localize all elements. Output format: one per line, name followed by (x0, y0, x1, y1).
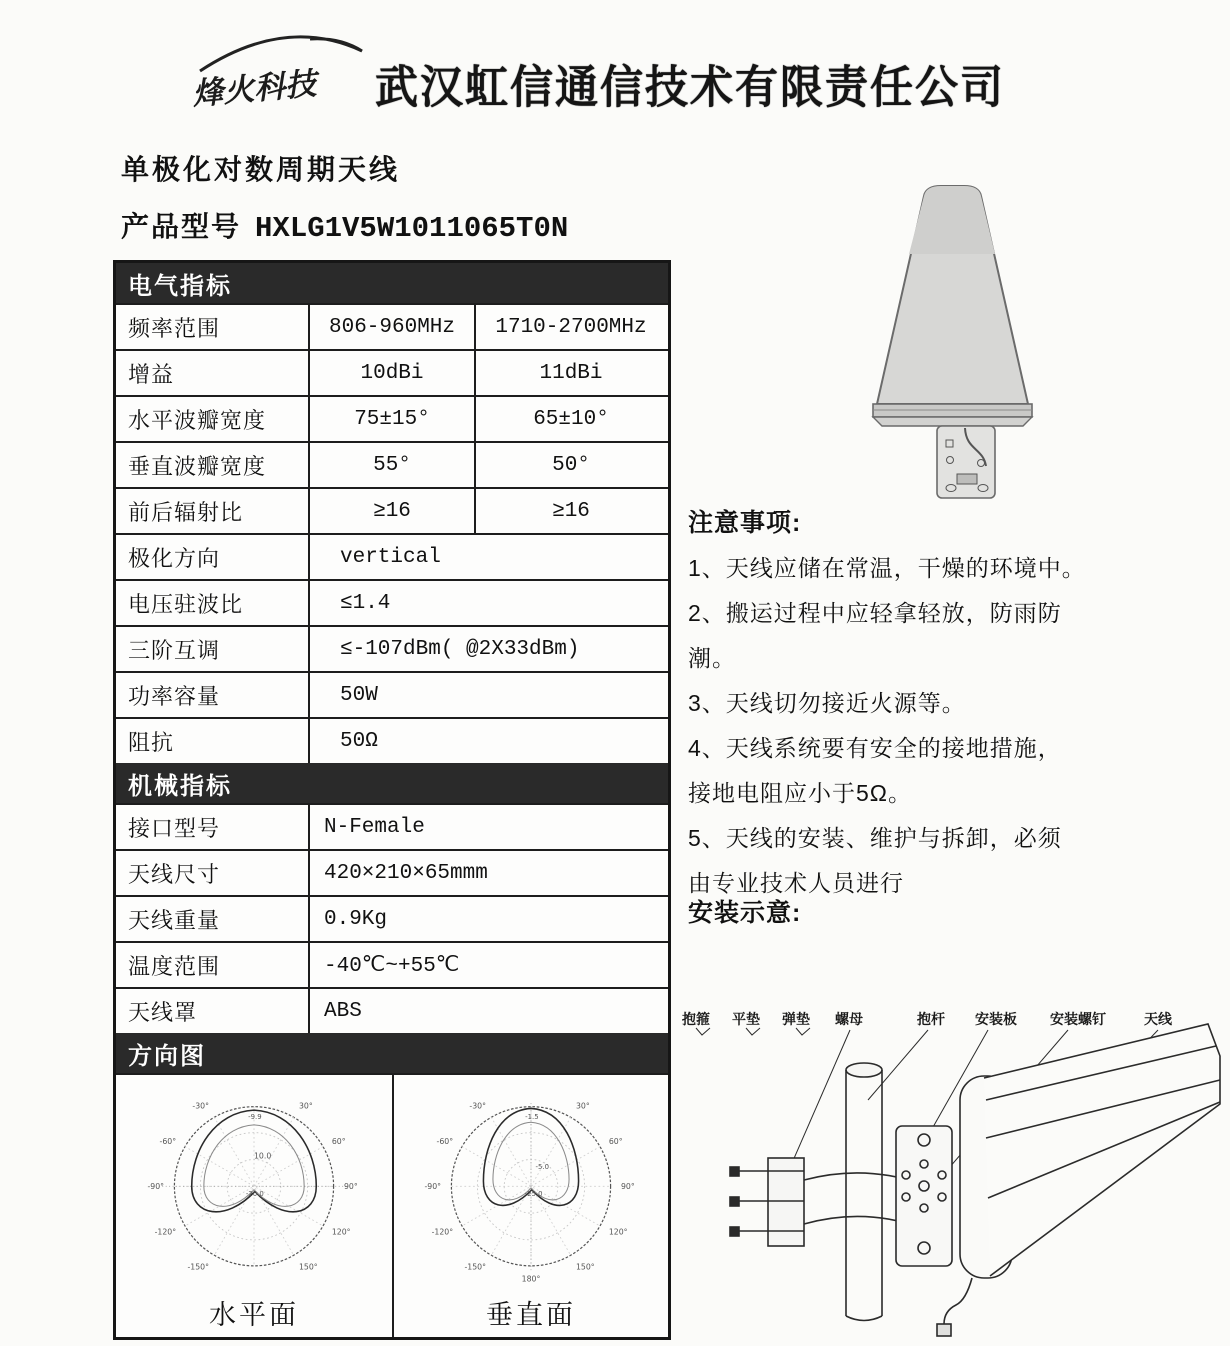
angle-label: -150° (187, 1262, 210, 1272)
spec-label: 频率范围 (128, 315, 221, 341)
spec-value: 10dBi (308, 351, 474, 395)
spec-label: 接口型号 (128, 815, 221, 841)
table-row (116, 303, 668, 349)
spec-value: ≥16 (474, 489, 666, 533)
angle-label: -60° (436, 1136, 454, 1146)
electrical-section-header: 电气指标 (116, 263, 668, 303)
spec-label: 温度范围 (128, 953, 221, 979)
pattern-caption-horizontal: 水平面 (209, 1300, 299, 1330)
company-logo (190, 31, 375, 123)
note-line: 5、天线的安装、维护与拆卸，必须 (688, 825, 1062, 851)
angle-label: -30° (192, 1101, 210, 1111)
spec-value: 50Ω (308, 719, 666, 763)
table-row (116, 487, 668, 533)
logo-swoosh (200, 37, 362, 71)
notes-section (688, 498, 1228, 904)
angle-label: 150° (298, 1262, 318, 1272)
table-row (116, 579, 668, 625)
horizontal-pattern-plot (138, 1079, 370, 1297)
mechanical-section-header: 机械指标 (116, 763, 668, 803)
angle-label: 60° (608, 1136, 623, 1146)
scale-label: -1.5 (525, 1112, 539, 1121)
pattern-vertical-cell (392, 1075, 668, 1337)
angle-label: 90° (343, 1181, 358, 1191)
angle-label: -120° (154, 1227, 177, 1237)
spec-label: 天线重量 (128, 907, 221, 933)
angle-label: 180° (521, 1274, 541, 1284)
angle-label: 30° (575, 1101, 590, 1111)
spec-value: 65±10° (474, 397, 666, 441)
spec-value: 806-960MHz (308, 305, 474, 349)
spec-value: 0.9Kg (308, 897, 666, 941)
install-diagram (672, 1008, 1224, 1340)
scale-label: -9.9 (248, 1112, 262, 1121)
spec-label: 阻抗 (128, 729, 175, 755)
spec-label: 水平波瓣宽度 (128, 407, 267, 433)
spec-value: 55° (308, 443, 474, 487)
spec-label: 电压驻波比 (128, 591, 244, 617)
angle-label: 120° (331, 1227, 351, 1237)
antenna-product-image (845, 182, 1060, 502)
install-label: 抱箍 (682, 1011, 710, 1027)
angle-label: 30° (298, 1101, 313, 1111)
spec-label: 天线罩 (128, 999, 198, 1025)
table-row (116, 895, 668, 941)
spec-value: 11dBi (474, 351, 666, 395)
table-row (116, 533, 668, 579)
logo-text: 烽火科技 (190, 65, 318, 112)
spec-value: 75±15° (308, 397, 474, 441)
angle-label: -90° (424, 1181, 442, 1191)
angle-label: -150° (464, 1262, 487, 1272)
spec-value: ABS (308, 989, 666, 1033)
spec-value: 420×210×65mmm (308, 851, 666, 895)
spec-value: -40℃~+55℃ (308, 943, 666, 987)
note-line: 2、搬运过程中应轻拿轻放，防雨防 (688, 600, 1062, 626)
table-row (116, 987, 668, 1033)
install-header: 安装示意: (688, 899, 802, 927)
note-line: 3、天线切勿接近火源等。 (688, 690, 966, 716)
spec-value: N-Female (308, 805, 666, 849)
vertical-pattern-plot (415, 1079, 647, 1297)
angle-label: -60° (159, 1136, 177, 1146)
table-row (116, 941, 668, 987)
pattern-caption-vertical: 垂直面 (486, 1300, 576, 1330)
angle-label: -30° (469, 1101, 487, 1111)
spec-label: 天线尺寸 (128, 861, 221, 887)
table-row (116, 803, 668, 849)
spec-value: 1710-2700MHz (474, 305, 666, 349)
table-row (116, 441, 668, 487)
spec-label: 功率容量 (128, 683, 221, 709)
scale-label: -20.0 (245, 1189, 264, 1198)
spec-value: 50° (474, 443, 666, 487)
angle-label: 120° (608, 1227, 628, 1237)
spec-label: 前后辐射比 (128, 499, 244, 525)
company-name: 武汉虹信通信技术有限责任公司 (375, 62, 1005, 114)
install-label: 抱杆 (917, 1011, 945, 1027)
install-label: 螺母 (835, 1011, 863, 1027)
install-label: 安装板 (975, 1011, 1017, 1027)
note-line: 1、天线应储在常温，干燥的环境中。 (688, 555, 1086, 581)
model-label: 产品型号 (121, 211, 242, 242)
spec-table (113, 260, 671, 1340)
spec-value: ≥16 (308, 489, 474, 533)
table-row (116, 671, 668, 717)
company-header (190, 28, 1150, 123)
model-line (121, 205, 568, 245)
install-label: 弹垫 (782, 1011, 810, 1027)
pattern-horizontal-cell (116, 1075, 392, 1337)
spec-value: vertical (308, 535, 666, 579)
note-line: 潮。 (688, 645, 736, 671)
angle-label: 90° (620, 1181, 635, 1191)
spec-value: ≤1.4 (308, 581, 666, 625)
table-row (116, 349, 668, 395)
pattern-cells (116, 1073, 668, 1337)
table-row (116, 717, 668, 763)
table-row (116, 395, 668, 441)
note-line: 接地电阻应小于5Ω。 (688, 780, 912, 806)
install-label: 天线 (1144, 1011, 1172, 1027)
spec-value: 50W (308, 673, 666, 717)
table-row (116, 849, 668, 895)
spec-label: 三阶互调 (128, 637, 221, 663)
notes-header: 注意事项: (688, 509, 802, 537)
install-label: 安装螺钉 (1050, 1011, 1106, 1027)
product-title: 单极化对数周期天线 (121, 154, 401, 185)
scale-label: -25.0 (524, 1189, 543, 1198)
scale-label: -5.0 (535, 1162, 549, 1171)
angle-label: 60° (331, 1136, 346, 1146)
scale-label: 10.0 (254, 1151, 272, 1161)
spec-label: 垂直波瓣宽度 (128, 453, 267, 479)
model-value: HXLG1V5W1011065T0N (255, 212, 569, 245)
spec-label: 增益 (128, 361, 175, 387)
note-line: 4、天线系统要有安全的接地措施， (688, 735, 1062, 761)
pattern-section-header: 方向图 (116, 1033, 668, 1073)
table-row (116, 625, 668, 671)
angle-label: -90° (147, 1181, 165, 1191)
spec-label: 极化方向 (128, 545, 221, 571)
angle-label: -120° (431, 1227, 454, 1237)
note-line: 由专业技术人员进行 (688, 870, 904, 896)
angle-label: 150° (575, 1262, 595, 1272)
install-label: 平垫 (732, 1011, 760, 1027)
spec-value: ≤-107dBm( @2X33dBm) (308, 627, 666, 671)
